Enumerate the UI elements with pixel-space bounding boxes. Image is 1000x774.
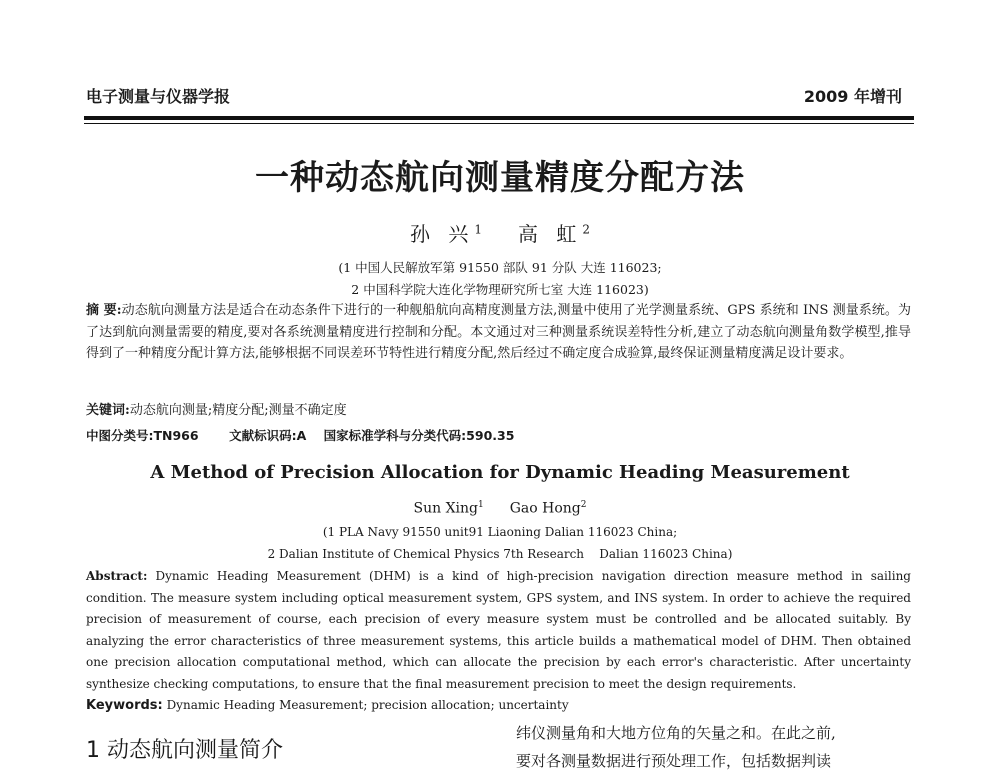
doc-code-value: A <box>296 428 307 443</box>
abstract-cn-label: 摘 要: <box>86 303 122 318</box>
clc-value: TN966 <box>153 428 199 443</box>
author-en-1-sup: 1 <box>478 500 484 510</box>
keywords-en-label: Keywords: <box>86 698 163 713</box>
author-cn-1: 孙 兴 <box>410 222 475 246</box>
paper-title-en: A Method of Precision Allocation for Dynamic Heading Measurement <box>150 462 850 483</box>
right-column-line-1: 纬仪测量角和大地方位角的矢量之和。在此之前, <box>516 724 836 742</box>
author-en-2-sup: 2 <box>580 500 587 510</box>
abstract-en-text: Dynamic Heading Measurement (DHM) is a kind of high-precision navigation direction measure method in sailing condition. The measure system including optical measurement system, GPS system, and INS system. In order to achieve the required precision of measurement of course, each precision of every measure system must be controlled and be allocated suitably. By analyzing the error characteristics of three measurement systems, this article builds a mathematical model of DHM. Then obtained one precision allocation computational method, which can allocate the precision by each error's characteristic. After uncertainty synthesize checking computations, to ensure that the final measurement precision to meet the design requirements. <box>86 569 911 691</box>
std-code-value: 590.35 <box>466 428 515 443</box>
classification-line <box>86 426 514 444</box>
header-rule-thick <box>84 116 914 120</box>
author-cn-2-sup: 2 <box>582 222 590 237</box>
std-code-label: 国家标准学科与分类代码: <box>323 428 467 443</box>
author-cn-1-sup: 1 <box>474 222 482 237</box>
author-cn-2: 高 虹 <box>518 222 583 246</box>
keywords-cn <box>86 400 911 422</box>
keywords-cn-text: 动态航向测量;精度分配;测量不确定度 <box>129 403 347 418</box>
section-1-heading: 1 动态航向测量简介 <box>86 738 283 763</box>
authors-cn <box>0 218 1000 247</box>
abstract-en <box>86 566 911 695</box>
keywords-en <box>86 698 569 713</box>
journal-name: 电子测量与仪器学报 <box>86 87 231 106</box>
header-rule-thin <box>84 123 914 124</box>
keywords-cn-label: 关键词: <box>86 403 130 418</box>
abstract-cn <box>86 300 911 365</box>
paper-title-cn: 一种动态航向测量精度分配方法 <box>255 158 745 198</box>
keywords-en-text: Dynamic Heading Measurement; precision allocation; uncertainty <box>166 698 569 712</box>
authors-en <box>0 500 1000 517</box>
abstract-en-label: Abstract: <box>86 569 148 583</box>
abstract-cn-text: 动态航向测量方法是适合在动态条件下进行的一种舰船航向高精度测量方法,测量中使用了光学测量系统、GPS 系统和 INS 测量系统。为了达到航向测量需要的精度,要对各系统测量精度进行控制和分配。本文通过对三种测量系统误差特性分析,建立了动态航向测量角数学模型,推导得到了一种精度分配计算方法,能够根据不同误差环节特性进行精度分配,然后经过不确定度合成验算,最终保证测量精度满足设计要求。 <box>86 303 912 361</box>
clc-label: 中图分类号: <box>86 428 154 443</box>
issue-label: 2009 年增刊 <box>803 87 902 106</box>
affiliation-cn-2: 2 中国科学院大连化学物理研究所七室 大连 116023) <box>351 282 649 297</box>
affiliation-en-2: 2 Dalian Institute of Chemical Physics 7th Research Dalian 116023 China) <box>267 547 733 561</box>
author-en-2: Gao Hong <box>509 500 581 517</box>
affiliation-en-1: (1 PLA Navy 91550 unit91 Liaoning Dalian 116023 China; <box>322 525 678 539</box>
doc-code-label: 文献标识码: <box>229 428 297 443</box>
right-column-line-2: 要对各测量数据进行预处理工作，包括数据判读 <box>516 752 832 770</box>
author-en-1: Sun Xing <box>413 500 478 517</box>
affiliation-cn-1: (1 中国人民解放军第 91550 部队 91 分队 大连 116023; <box>338 260 662 275</box>
